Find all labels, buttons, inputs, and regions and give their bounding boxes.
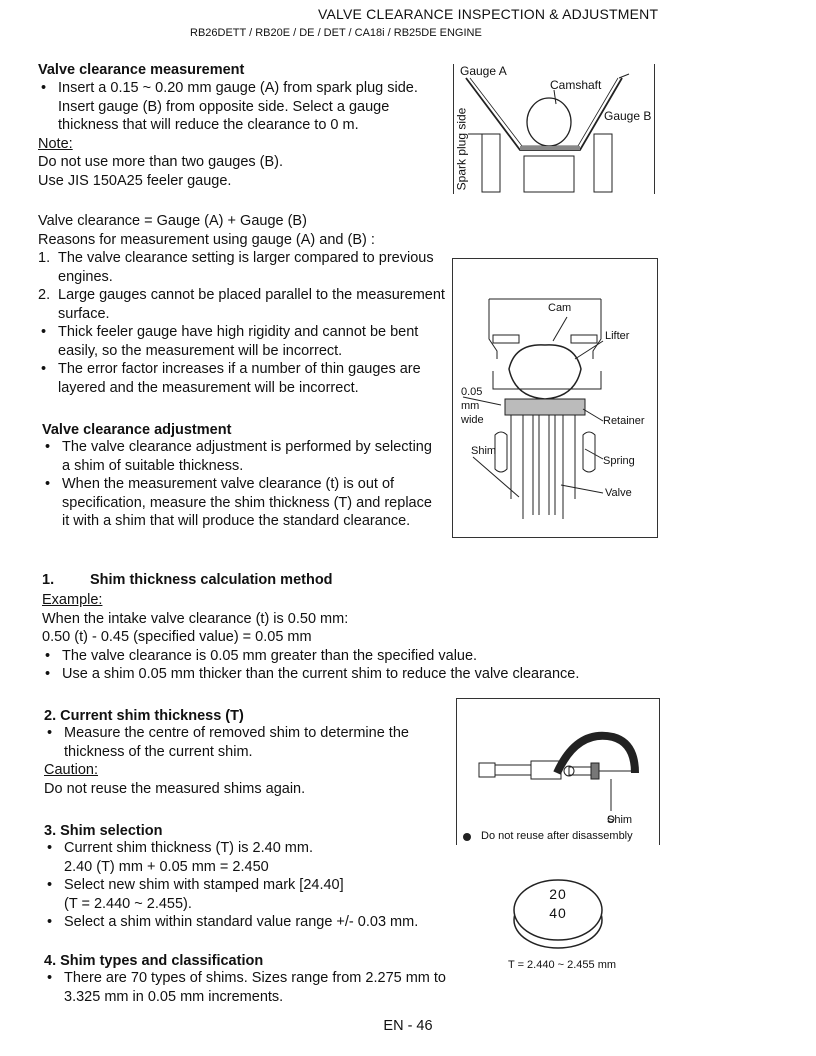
camshaft-label: Camshaft [550,78,602,92]
reason-bullet: • The error factor increases if a number of thin gauges are layered and the measurement will be incorrect. [38,360,448,397]
spring-label: Spring [603,455,635,467]
lifter-label: Lifter [605,330,630,342]
types-heading: 4. Shim types and classification [44,953,264,969]
page-number: EN - 46 [383,1018,433,1034]
adjustment-section [42,422,442,531]
measurement-heading: Valve clearance measurement [38,62,245,78]
valve-label: Valve [605,487,632,499]
note-line: Use JIS 150A25 feeler gauge. [38,172,232,189]
example-label: Example: [42,592,103,608]
shim-label: Shim [607,814,633,826]
micrometer-figure [456,698,660,845]
formula-line: Valve clearance = Gauge (A) + Gauge (B) [38,213,307,229]
width-label: mm [461,400,480,412]
formula-section [38,212,448,397]
width-label: wide [461,414,484,426]
calc-heading: 1. Shim thickness calculation method [42,572,333,588]
stamp-bottom: 40 [549,905,567,921]
types-section [44,953,454,1006]
shim-label: Shim [471,445,497,457]
lifter-figure [452,258,658,538]
calc-section [42,572,782,684]
cam-label: Cam [548,302,572,314]
shim-stamp-caption: T = 2.440 ~ 2.455 mm [508,959,617,971]
selection-bullet: • Select a shim within standard value range +/- 0.03 mm. [44,913,454,932]
selection-bullet: • Select new shim with stamped mark [24.40] (T = 2.440 ~ 2.455). [44,876,454,913]
adjustment-bullet: • The valve clearance adjustment is performed by selecting a shim of suitable thickness. [42,438,442,475]
reason-item: 2. Large gauges cannot be placed parallel to the measurement surface. [38,287,445,322]
adjustment-heading: Valve clearance adjustment [42,422,232,438]
calc-bullet: • Use a shim 0.05 mm thicker than the current shim to reduce the valve clearance. [42,665,782,684]
shim-stamp-figure [508,872,608,952]
adjustment-bullet: • When the measurement valve clearance (t) is out of specification, measure the shim thickness (T) and replace it with a shim that will produce the standard clearance. [42,475,442,531]
note-label: Note: [38,135,73,152]
note-line: Do not use more than two gauges (B). [38,154,284,170]
gauge-a-label: Gauge A [460,64,507,78]
page-title: VALVE CLEARANCE INSPECTION & ADJUSTMENT [318,6,659,22]
types-bullet: • There are 70 types of shims. Sizes range from 2.275 mm to 3.325 mm in 0.05 mm increments. [44,969,454,1006]
selection-section [44,823,454,932]
calc-line: 0.50 (t) - 0.45 (specified value) = 0.05 mm [42,629,312,645]
gauge-figure [453,64,655,194]
reasons-intro: Reasons for measurement using gauge (A) and (B) : [38,231,375,248]
current-section [44,708,444,798]
engine-list: RB26DETT / RB20E / DE / DET / CA18i / RB25DE ENGINE [190,27,482,39]
reason-item: 1. The valve clearance setting is larger compared to previous engines. [38,250,434,285]
caution-text: Do not reuse the measured shims again. [44,780,306,797]
gauge-b-label: Gauge B [604,109,652,123]
reason-bullet: • Thick feeler gauge have high rigidity and cannot be bent easily, so the measurement will be incorrect. [38,323,448,360]
caution-label: Caution: [44,762,99,778]
spark-plug-side-label: Spark plug side [454,107,469,191]
current-bullet: • Measure the centre of removed shim to determine the thickness of the current shim. [44,724,444,761]
selection-bullet: • Current shim thickness (T) is 2.40 mm. 2.40 (T) mm + 0.05 mm = 2.450 [44,839,454,876]
current-heading: 2. Current shim thickness (T) [44,708,244,724]
calc-line: When the intake valve clearance (t) is 0.50 mm: [42,610,349,627]
measurement-bullet: • Insert a 0.15 ~ 0.20 mm gauge (A) from spark plug side. Insert gauge (B) from opposite side. Select a gauge thickness that will reduce the clearance to 0 m. [38,79,443,135]
stamp-top: 20 [549,886,567,902]
selection-heading: 3. Shim selection [44,823,163,839]
calc-bullet: • The valve clearance is 0.05 mm greater than the specified value. [42,647,782,666]
measurement-section [38,62,443,190]
retainer-label: Retainer [603,415,645,427]
width-label: 0.05 [461,386,483,398]
micrometer-caption: Do not reuse after disassembly [481,830,633,842]
